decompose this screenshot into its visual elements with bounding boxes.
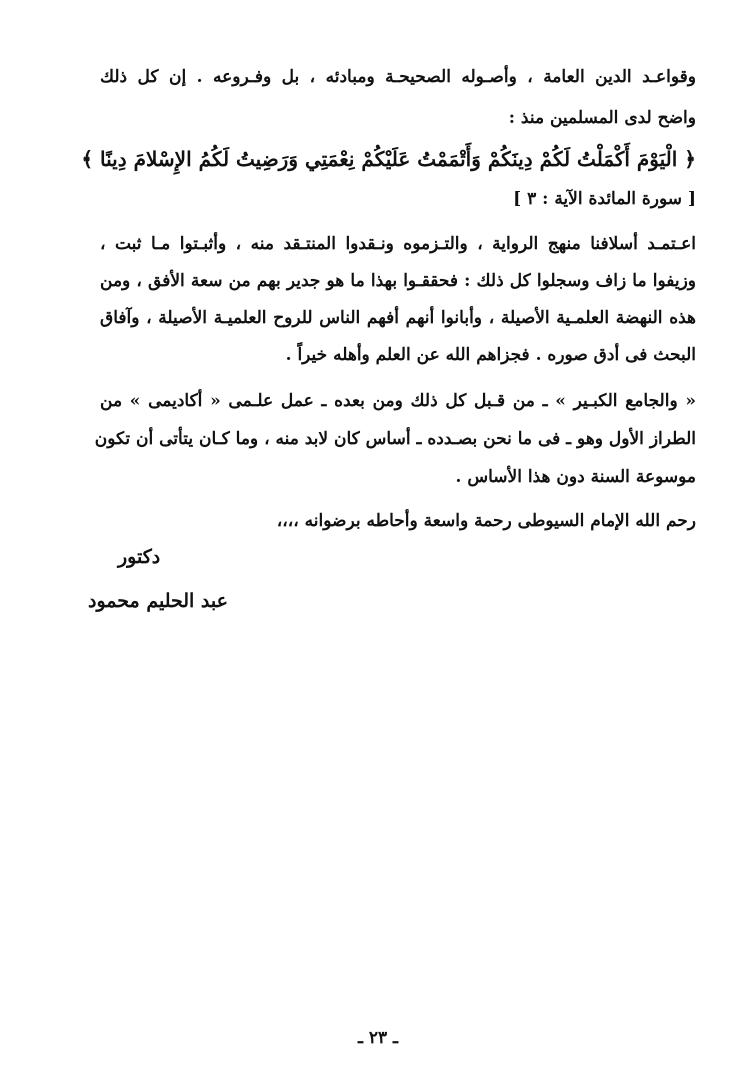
verse-reference: [ سورة المائدة الآية : ٣ ]	[513, 189, 696, 209]
paragraph2-line1: اعـتمـد أسلافنا منهج الرواية ، والتـزموه ونـقدوا المنتـقد منه ، وأثبـتوا مـا ثبت ،	[100, 234, 696, 254]
paragraph1-line1: وقواعـد الدين العامة ، وأصـوله الصحيحـة ومبادئه ، بل وفـروعه . إن كل ذلك	[100, 67, 696, 87]
signature-name: عبد الحليم محمود	[88, 590, 228, 612]
quran-verse: ﴿ الْيَوْمَ أَكْمَلْتُ لَكُمْ دِينَكُمْ وَأَتْمَمْتُ عَلَيْكُمْ نِعْمَتِي وَرَضِيتُ لَكُمُ الإِسْلامَ دِينًا ﴾	[81, 147, 696, 171]
paragraph2-line3: هذه النهضة العلمـية الأصيلة ، وأبانوا أنهم أفهم الناس للروح العلميـة الأصيلة ، وآفاق	[100, 308, 696, 328]
paragraph3-line1: « والجامع الكبـير » ـ من قـبل كل ذلك ومن بعده ـ عمل علـمى « أكاديمى » من	[100, 391, 696, 411]
paragraph2-line2: وزيفوا ما زاف وسجلوا كل ذلك : فحققـوا بهذا ما هو جدير بهم من سعة الأفق ، ومن	[100, 271, 696, 291]
paragraph2-line4: البحث فى أدق صوره . فجزاهم الله عن العلم وأهله خيراً .	[285, 345, 696, 365]
paragraph1-line2: واضح لدى المسلمين منذ :	[508, 108, 696, 128]
signature-title: دكتور	[118, 546, 161, 568]
paragraph3-line2: الطراز الأول وهو ـ فى ما نحن بصـدده ـ أساس كان لابد منه ، وما كـان يتأتى أن تكون	[94, 429, 696, 449]
paragraph3-line3: موسوعة السنة دون هذا الأساس .	[455, 467, 696, 487]
page-number: ـ ٢٣ ـ	[357, 1028, 399, 1048]
closing-prayer: رحم الله الإمام السيوطى رحمة واسعة وأحاطه برضوانه ،،،،	[276, 511, 696, 531]
